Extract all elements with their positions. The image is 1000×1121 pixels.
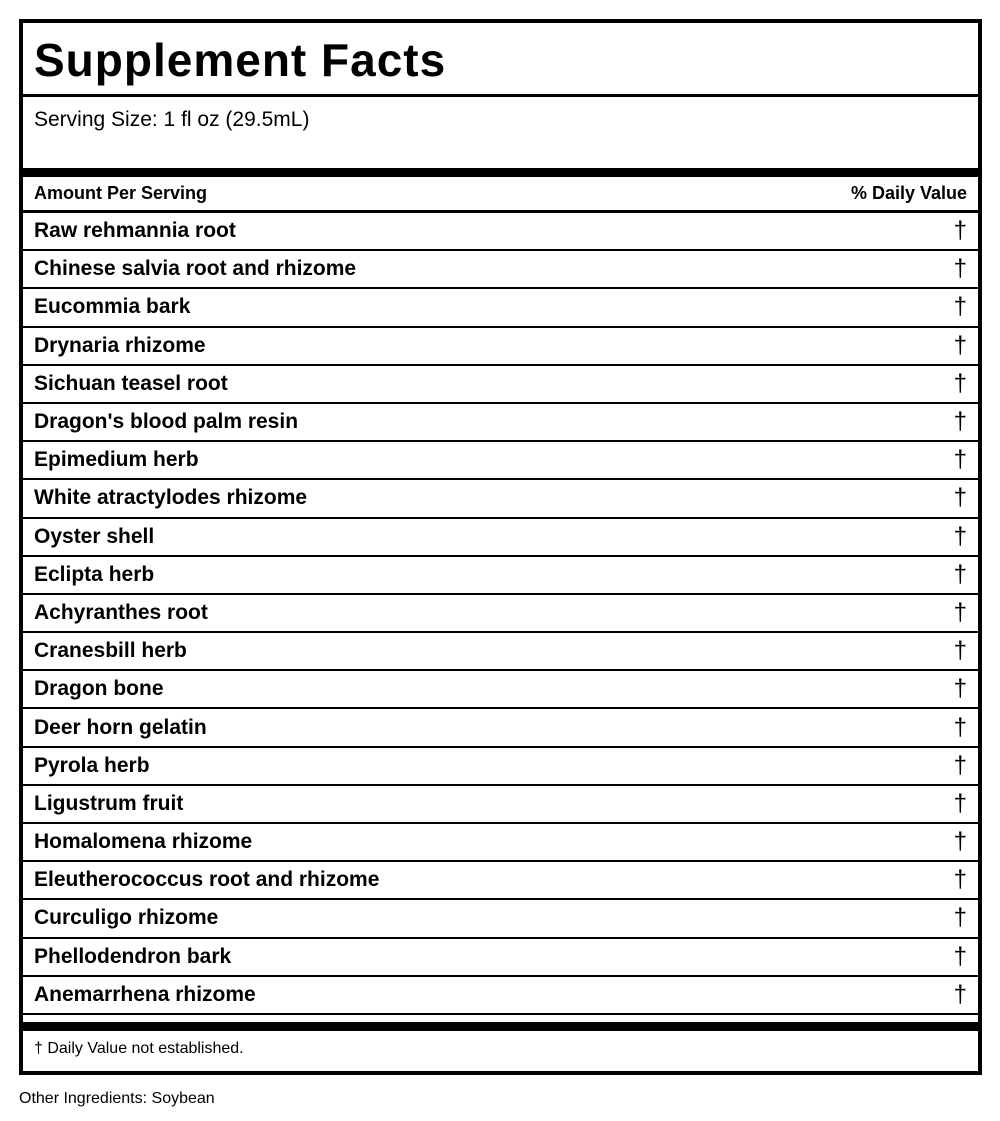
daily-value-dagger: † [953,637,967,665]
ingredient-row [23,595,978,633]
ingredient-row [23,213,978,251]
ingredient-row [23,709,978,747]
thick-divider-bottom [23,1022,978,1031]
ingredient-row [23,519,978,557]
daily-value-dagger: † [953,560,967,588]
footnote: † Daily Value not established. [34,1039,244,1057]
ingredient-row [23,671,978,709]
ingredient-row [23,480,978,518]
ingredient-row [23,289,978,327]
ingredient-name: Cranesbill herb [34,639,187,663]
daily-value-dagger: † [953,293,967,321]
ingredient-name: Dragon's blood palm resin [34,410,299,434]
daily-value-dagger: † [953,904,967,932]
ingredient-row [23,251,978,289]
ingredient-name: Achyranthes root [34,600,208,624]
ingredient-row [23,442,978,480]
ingredient-row [23,328,978,366]
other-ingredients: Other Ingredients: Soybean [19,1090,215,1107]
column-header-row [23,177,978,213]
daily-value-dagger: † [953,331,967,359]
ingredient-name: Raw rehmannia root [34,219,236,243]
daily-value-dagger: † [953,713,967,741]
thick-divider [23,168,978,177]
ingredient-row [23,939,978,977]
ingredient-row [23,824,978,862]
ingredient-row [23,557,978,595]
daily-value-dagger: † [953,980,967,1008]
panel-title: Supplement Facts [23,23,978,97]
ingredient-name: Eleutherococcus root and rhizome [34,868,380,892]
daily-value-dagger: † [953,408,967,436]
ingredient-name: Phellodendron bark [34,944,232,968]
ingredient-row [23,404,978,442]
daily-value-dagger: † [953,522,967,550]
daily-value-dagger: † [953,484,967,512]
ingredient-name: Pyrola herb [34,753,150,777]
daily-value-dagger: † [953,828,967,856]
daily-value-dagger: † [953,675,967,703]
daily-value-dagger: † [953,942,967,970]
ingredient-row [23,366,978,404]
ingredient-name: Drynaria rhizome [34,333,206,357]
ingredient-name: Chinese salvia root and rhizome [34,257,357,281]
ingredient-name: Dragon bone [34,677,164,701]
amount-per-serving-header: Amount Per Serving [34,183,208,203]
ingredient-name: Eucommia bark [34,295,191,319]
ingredient-row [23,900,978,938]
daily-value-dagger: † [953,255,967,283]
ingredient-row [23,748,978,786]
ingredient-name: Epimedium herb [34,448,199,472]
daily-value-header: % Daily Value [850,183,967,203]
ingredient-row [23,977,978,1015]
ingredient-row [23,862,978,900]
ingredient-list [23,213,978,1015]
ingredient-row [23,786,978,824]
supplement-facts-panel [19,19,982,1075]
spacer [23,1015,978,1022]
ingredient-name: Curculigo rhizome [34,906,219,930]
daily-value-dagger: † [953,446,967,474]
ingredient-name: Eclipta herb [34,562,155,586]
ingredient-name: Homalomena rhizome [34,830,253,854]
ingredient-name: Sichuan teasel root [34,371,228,395]
daily-value-dagger: † [953,369,967,397]
ingredient-name: Oyster shell [34,524,155,548]
ingredient-row [23,633,978,671]
daily-value-dagger: † [953,217,967,245]
ingredient-name: Deer horn gelatin [34,715,207,739]
daily-value-dagger: † [953,866,967,894]
ingredient-name: Ligustrum fruit [34,791,184,815]
daily-value-dagger: † [953,751,967,779]
serving-size: Serving Size: 1 fl oz (29.5mL) [34,108,310,131]
ingredient-name: White atractylodes rhizome [34,486,308,510]
daily-value-dagger: † [953,789,967,817]
daily-value-dagger: † [953,598,967,626]
ingredient-name: Anemarrhena rhizome [34,982,256,1006]
